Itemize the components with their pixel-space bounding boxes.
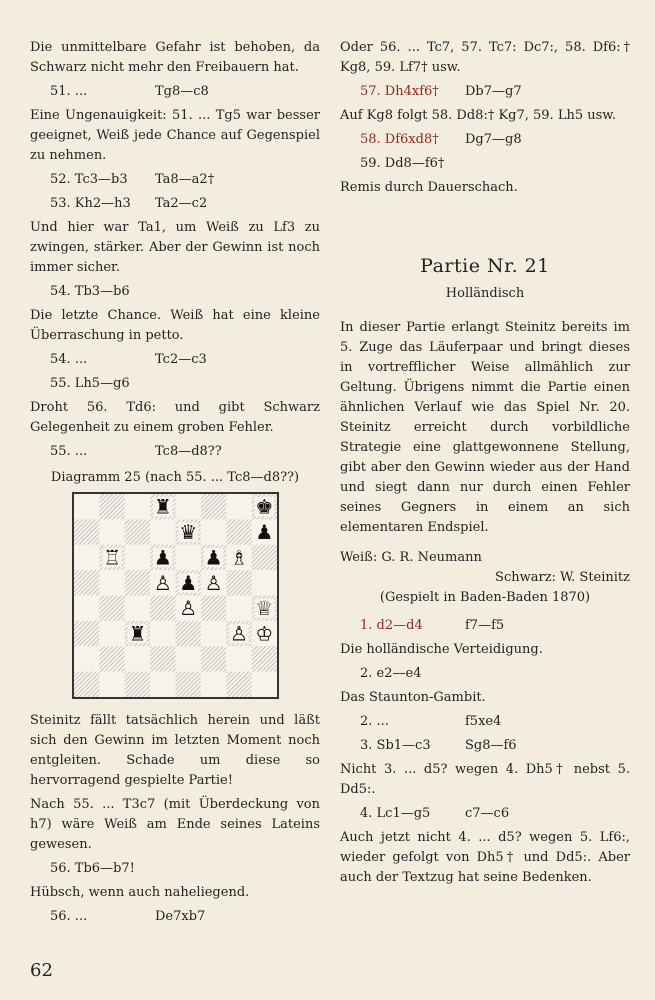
black-move: f5xe4 [465,714,502,729]
paragraph: Die unmittelbare Gefahr ist behoben, da Schwarz nicht mehr den Freibauern hat. [30,40,320,75]
board-square [200,596,225,621]
black-move: Tc2—c3 [155,352,207,367]
board-square [175,646,200,671]
board-square [150,519,175,544]
chess-piece-h4: ♕ [254,596,273,621]
paragraph: In dieser Partie erlangt Steinitz bereits im 5. Zuge das Läuferpaar und bringt dieses in vortrefflicher Weise allmählich zur Geltung. Übrigens nimmt die Partie einen ähnlichen Verlauf wie das Spiel Nr. 20. Steinitz erreicht durch vorbildliche Strategie eine glattgewonnene Stellung, gibt aber den Gewinn wieder aus der Hand und siegt dann nur durch einen Fehler seines Gegners in einem an sich elementaren Endspiel. [340,320,630,535]
board-square [74,672,99,697]
chess-piece-h3: ♔ [254,621,273,646]
black-move [465,664,630,684]
board-square [124,545,149,570]
chess-piece-g3: ♙ [229,621,248,646]
board-square [200,494,225,519]
board-square [175,621,200,646]
chess-piece-e4: ♙ [178,596,197,621]
black-move: De7xb7 [155,909,206,924]
paragraph: Und hier war Ta1, um Weiß zu Lf3 zu zwingen, stärker. Aber der Gewinn ist noch immer sicher. [30,220,320,275]
move-line [30,442,320,462]
move-line [30,350,320,370]
white-move: 2. e2—e4 [360,666,422,681]
board-square [251,545,276,570]
board-square [74,519,99,544]
board-square [124,646,149,671]
chess-piece-d8: ♜ [153,494,172,519]
chess-diagram [72,492,279,699]
board-square [99,570,124,595]
chess-piece-e7: ♛ [178,520,197,545]
paragraph: Das Staunton-Gambit. [340,690,486,705]
white-move: 53. Kh2—h3 [50,196,131,211]
board-square [124,596,149,621]
chess-piece-d6: ♟ [153,545,172,570]
board-square [74,570,99,595]
move-line [340,616,630,636]
board-square [99,646,124,671]
black-move: c7—c6 [465,806,510,821]
paragraph: Auf Kg8 folgt 58. Dd8:† Kg7, 59. Lh5 usw. [340,108,616,123]
chess-piece-h8: ♚ [254,494,273,519]
move-line [340,736,630,756]
board-square [99,672,124,697]
black-move: Sg8—f6 [465,738,517,753]
black-move: f7—f5 [465,618,505,633]
paragraph: Steinitz fällt tatsächlich herein und läßt sich den Gewinn im letzten Moment noch entgleiten. Schade um diese so hervorragend gespielte Partie! [30,713,320,788]
board-square [200,621,225,646]
left-column [30,38,320,931]
paragraph: Die holländische Verteidigung. [340,642,543,657]
board-square [150,672,175,697]
white-move: 4. Lc1—g5 [360,806,431,821]
board-square [99,596,124,621]
paragraph: Remis durch Dauerschach. [340,180,518,195]
chess-piece-c3: ♜ [127,621,146,646]
game-title: Partie Nr. 21 [420,255,550,277]
chess-piece-e5: ♟ [178,570,197,595]
board-square [99,494,124,519]
board-square [150,596,175,621]
paragraph: Nach 55. ... T3c7 (mit Überdeckung von h7) wäre Weiß am Ende seines Lateins gewesen. [30,797,320,852]
game-place: (Gespielt in Baden-Baden 1870) [379,590,591,605]
board-square [124,494,149,519]
board-square [99,519,124,544]
board-square [200,646,225,671]
board-square [74,596,99,621]
board-square [226,672,251,697]
board-square [74,646,99,671]
move-line [340,804,630,824]
paragraph: Oder 56. ... Tc7, 57. Tc7: Dc7:, 58. Df6:† Kg8, 59. Lf7† usw. [340,40,630,75]
black-move [465,154,630,174]
chess-piece-f5: ♙ [204,570,223,595]
board-square [226,596,251,621]
paragraph: Droht 56. Td6: und gibt Schwarz Gelegenheit zu einem groben Fehler. [30,400,320,435]
board-square [74,621,99,646]
black-move [155,859,320,879]
white-player: Weiß: G. R. Neumann [340,550,482,565]
board-square [99,621,124,646]
paragraph: Hübsch, wenn auch naheliegend. [30,885,250,900]
board-square [74,545,99,570]
black-move: Tg8—c8 [155,84,209,99]
move-line [340,82,630,102]
white-move: 55. ... [50,444,88,459]
board-square [200,519,225,544]
board-square [150,646,175,671]
white-move: 54. ... [50,352,88,367]
move-line [30,859,320,879]
paragraph: Nicht 3. ... d5? wegen 4. Dh5† nebst 5. Dd5:. [340,762,630,797]
opening-name: Holländisch [445,286,525,301]
white-move: 54. Tb3—b6 [50,284,130,299]
white-move: 1. d2—d4 [360,618,423,633]
move-line [30,907,320,927]
black-move: Tc8—d8?? [155,444,222,459]
move-line [340,130,630,150]
move-line [30,282,320,302]
white-move: 52. Tc3—b3 [50,172,128,187]
white-move: 56. Tb6—b7! [50,861,135,876]
chess-piece-f6: ♟ [204,545,223,570]
chess-piece-b6: ♖ [102,545,121,570]
move-line [30,374,320,394]
board-square [74,494,99,519]
paragraph: Eine Ungenauigkeit: 51. ... Tg5 war besser geeignet, Weiß jede Chance auf Gegenspiel zu nehmen. [30,108,320,163]
right-column [340,38,630,892]
move-line [340,712,630,732]
board-square [226,570,251,595]
paragraph: Die letzte Chance. Weiß hat eine kleine Überraschung in petto. [30,308,320,343]
white-move: 2. ... [360,714,389,729]
chess-piece-h7: ♟ [254,520,273,545]
black-move: Ta2—c2 [155,196,208,211]
board-square [251,672,276,697]
chess-piece-g6: ♗ [229,545,248,570]
diagram-caption: Diagramm 25 (nach 55. ... Tc8—d8??) [50,470,300,485]
move-line [30,82,320,102]
board-square [175,545,200,570]
board-square [175,672,200,697]
board-square [150,621,175,646]
white-move: 51. ... [50,84,88,99]
white-move: 58. Df6xd8† [360,132,439,147]
white-move: 55. Lh5—g6 [50,376,130,391]
board-square [200,672,225,697]
board-square [226,519,251,544]
board-square [175,494,200,519]
board-square [124,672,149,697]
board-square [124,570,149,595]
black-player: Schwarz: W. Steinitz [495,570,630,585]
page-number: 62 [30,960,53,981]
move-line [30,194,320,214]
board-square [251,570,276,595]
white-move: 56. ... [50,909,88,924]
board-square [124,519,149,544]
black-move [155,282,320,302]
chess-piece-d5: ♙ [153,570,172,595]
white-move: 57. Dh4xf6† [360,84,439,99]
move-line [340,154,630,174]
board-square [226,494,251,519]
move-line [340,664,630,684]
black-move [155,374,320,394]
move-line [30,170,320,190]
black-move: Db7—g7 [465,84,522,99]
paragraph: Auch jetzt nicht 4. ... d5? wegen 5. Lf6:, wieder gefolgt von Dh5† und Dd5:. Aber auch der Textzug hat seine Bedenken. [340,830,630,885]
black-move: Ta8—a2† [155,172,215,187]
chess-board [74,494,277,697]
white-move: 59. Dd8—f6† [360,156,445,171]
board-square [226,646,251,671]
black-move: Dg7—g8 [465,132,522,147]
white-move: 3. Sb1—c3 [360,738,431,753]
board-square [251,646,276,671]
